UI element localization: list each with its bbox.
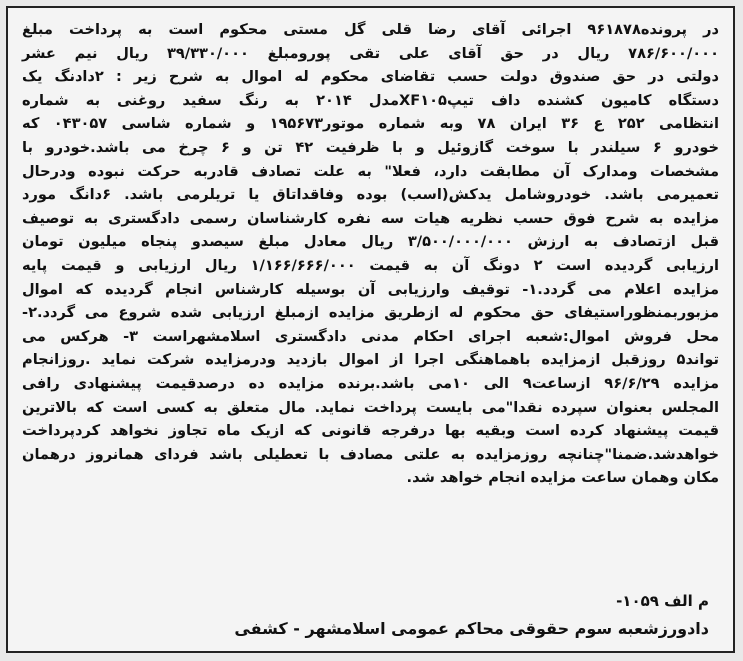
notice-line: مزایده به شرح فوق حسب نظریه هیات سه نفره کارشناسان رسمی دادگستری به توصیف: [22, 209, 719, 227]
reference-number: م الف ۱۰۵۹-: [616, 592, 709, 610]
notice-line: مکان وهمان ساعت مزایده انجام خواهد شد.: [406, 469, 719, 487]
notice-line: محل فروش اموال:شعبه اجرای احکام مدنی دادگستری اسلامشهراست ۳- هرکس می: [22, 327, 719, 345]
notice-line: مزبوربمنظوراستیفای حق محکوم له ازطریق مزایده ازمبلغ ارزیابی شده شروع می گردد.۲-: [22, 304, 719, 322]
signature-line: دادورزشعبه سوم حقوقی محاکم عمومی اسلامشهر - کشفی: [234, 619, 709, 638]
notice-line: تعمیرمی باشد. خودروشامل یدکش(اسب) بوده وفاقداتاق یا تریلرمی باشد. ۶دانگ مورد: [22, 186, 719, 204]
notice-line: خواهدشد.ضمنا"چنانچه روزمزایده به علتی مصادف با تعطیلی باشد فردای همانروز درهمان: [22, 445, 719, 463]
notice-line: دولتی در حق صندوق دولت حسب تقاضای محکوم له اموال به شرح زیر : ۲دادنگ یک: [22, 68, 719, 86]
notice-line: خودرو ۶ سیلندر با سوخت گازوئیل و با ظرفیت ۴۲ تن و ۶ چرخ می باشد.خودرو با: [22, 138, 719, 156]
notice-line: تواند۵ روزقبل ازمزایده باهماهنگی اجرا از اموال بازدید ودرمزایده شرکت نماید .روزانجام: [22, 351, 719, 369]
notice-line: ۷۸۶/۶۰۰/۰۰۰ ریال در حق آقای علی تقی پورومبلغ ۳۹/۳۳۰/۰۰۰ ریال نیم عشر: [22, 44, 719, 62]
notice-line: مزایده اعلام می گردد.۱- توقیف وارزیابی آن بوسیله کارشناس انجام گردیده که اموال: [22, 280, 719, 298]
notice-line: قبل ازتصادف به ارزش ۳/۵۰۰/۰۰۰/۰۰۰ ریال معادل مبلغ سیصدو پنجاه میلیون تومان: [22, 233, 719, 251]
notice-frame: [6, 6, 735, 653]
notice-line: دستگاه کامیون کشنده داف تیپXF۱۰۵مدل ۲۰۱۴ به رنگ سفید روغنی به شماره: [22, 91, 719, 109]
notice-line: المجلس بعنوان سپرده نقدا"می بایست پرداخت نماید. مال متعلق به کسی است که بالاترین: [22, 398, 719, 416]
notice-line: در پرونده۹۶۱۸۷۸ اجرائی آقای رضا قلی گل مستی محکوم است به پرداخت مبلغ: [22, 21, 719, 38]
notice-line: مزایده ۹۶/۶/۲۹ ازساعت۹ الی ۱۰می باشد.برنده مزایده ده درصدقیمت پیشنهادی رافی: [22, 374, 719, 392]
notice-line: انتظامی ۲۵۲ ع ۳۶ ایران ۷۸ وبه شماره موتور۱۹۵۶۷۳ و شماره شاسی ۰۴۳۰۵۷ که: [22, 115, 719, 133]
notice-body: [22, 18, 719, 490]
notice-line: ارزیابی گردیده است ۲ دونگ آن به قیمت ۱/۱۶۶/۶۶۶/۰۰۰ ریال ارزیابی و قیمت پایه: [22, 256, 720, 274]
notice-line: مشخصات ومدارک آن مطابقت دارد، فعلا" به علت تصادف قادربه حرکت نبوده ودرحال: [22, 162, 719, 180]
notice-line: قیمت پیشنهاد کرده است وبقیه بها درفرجه قانونی که ازیک ماه تجاوز نخواهد کردپرداخت: [22, 422, 719, 440]
